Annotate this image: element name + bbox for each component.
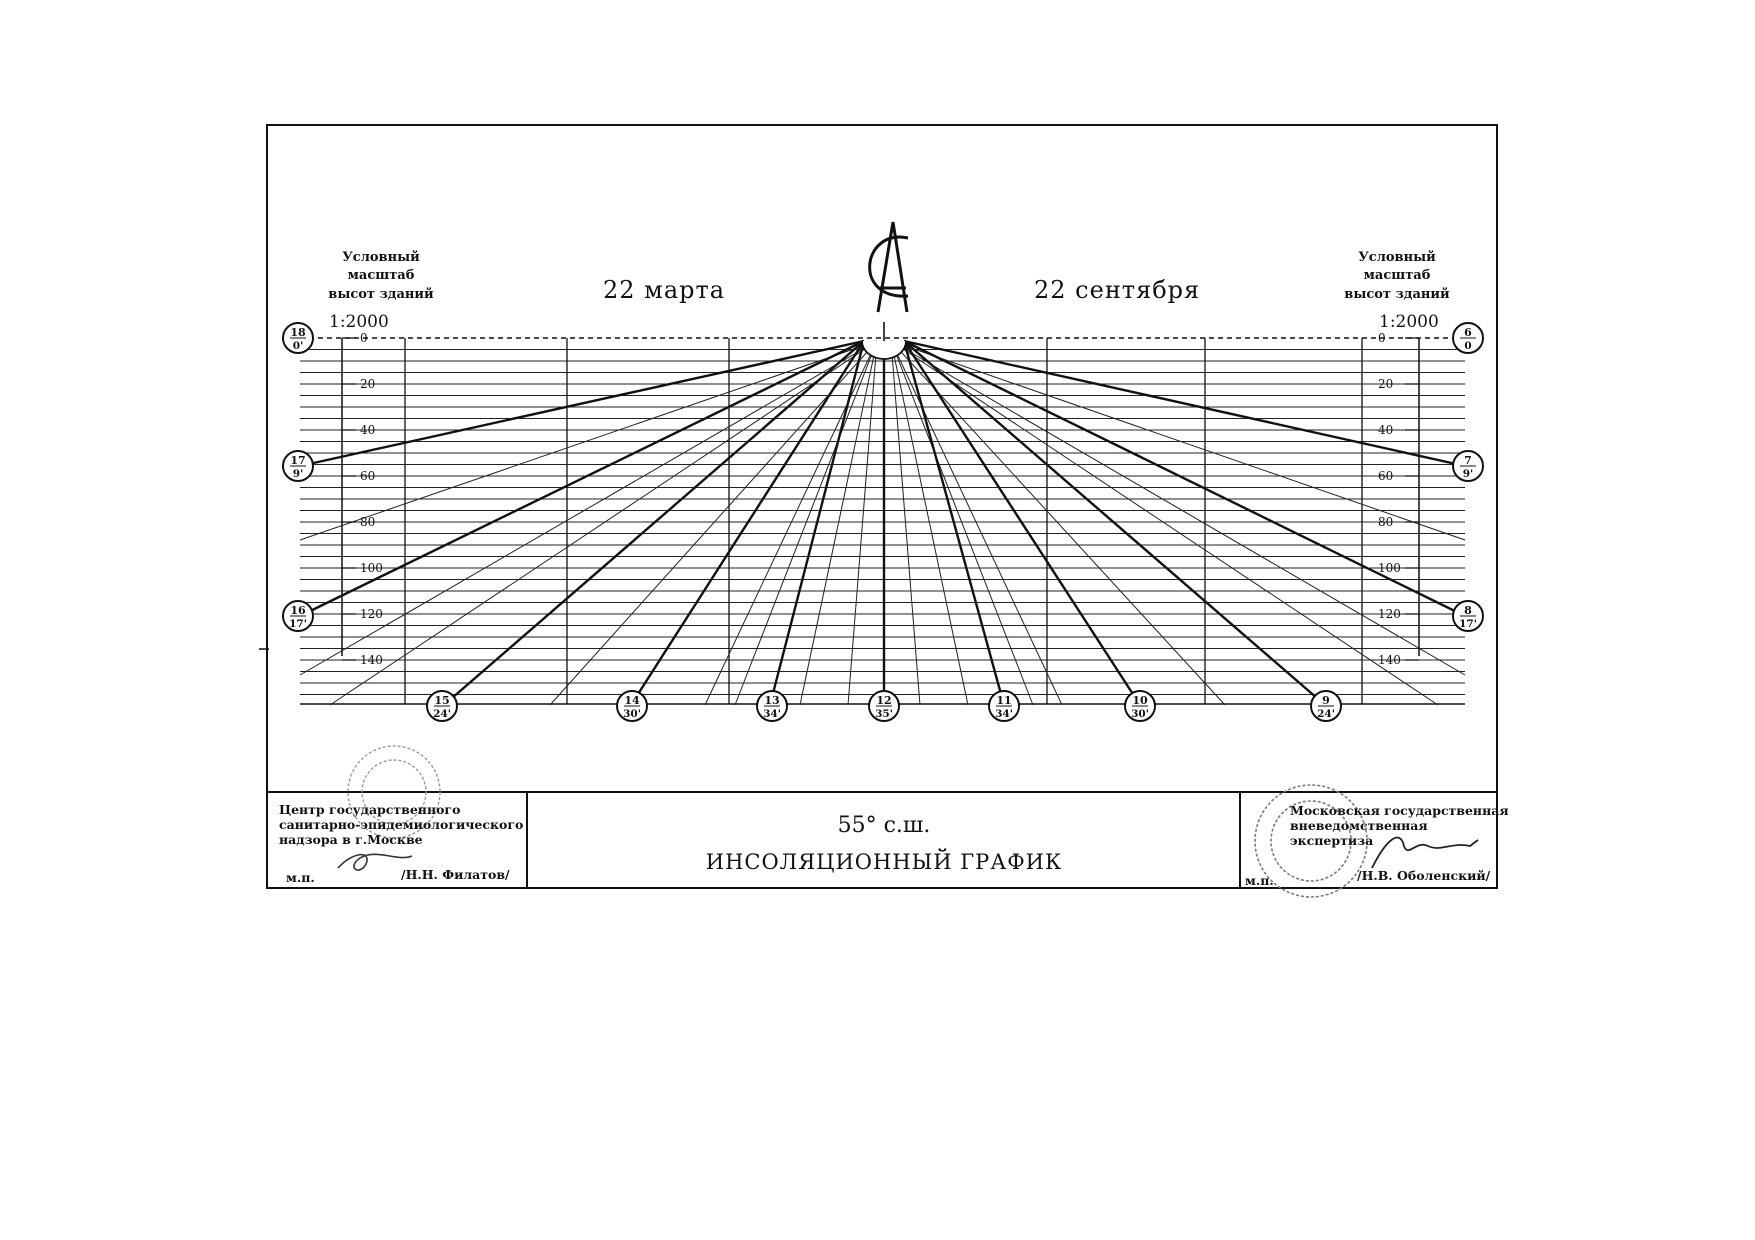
hour-marker-minutes: 30' bbox=[1131, 708, 1149, 720]
right-scale-caption bbox=[1344, 250, 1450, 302]
hour-marker-hour: 10 bbox=[1132, 694, 1148, 707]
hour-marker bbox=[283, 323, 313, 353]
hour-marker-minutes: 30' bbox=[623, 708, 641, 720]
scale-caption-line: высот зданий bbox=[328, 287, 434, 302]
hour-marker bbox=[617, 691, 647, 721]
hour-marker-minutes: 34' bbox=[995, 708, 1013, 720]
chart-title: ИНСОЛЯЦИОННЫЙ ГРАФИК bbox=[705, 850, 1063, 874]
hour-marker bbox=[1453, 601, 1483, 631]
hour-marker-minutes: 34' bbox=[763, 708, 781, 720]
hour-marker bbox=[869, 691, 899, 721]
right-organization-line: Московская государственная bbox=[1290, 803, 1509, 818]
horizontal-grid bbox=[300, 338, 1465, 704]
hour-marker-minutes: 17' bbox=[1459, 618, 1477, 630]
left-date-label: 22 марта bbox=[603, 276, 726, 304]
apex-arc bbox=[862, 341, 906, 359]
height-scale-tick-label: 100 bbox=[360, 561, 383, 575]
hour-marker bbox=[283, 601, 313, 631]
right-scale-ratio: 1:2000 bbox=[1379, 312, 1439, 332]
height-scale-tick-label: 140 bbox=[1378, 653, 1401, 667]
left-organization-line: надзора в г.Москве bbox=[279, 832, 423, 847]
hour-sun-ray bbox=[300, 341, 864, 466]
hour-marker-minutes: 9' bbox=[292, 468, 304, 480]
scale-caption-line: масштаб bbox=[347, 268, 415, 283]
hour-marker bbox=[989, 691, 1019, 721]
hour-marker-hour: 17 bbox=[290, 454, 306, 467]
height-scale-tick-label: 40 bbox=[360, 423, 376, 437]
right-date-label: 22 сентября bbox=[1034, 276, 1201, 304]
scale-caption-line: Условный bbox=[1358, 250, 1436, 265]
hour-marker-minutes: 24' bbox=[1317, 708, 1335, 720]
title-block bbox=[267, 746, 1509, 897]
height-scale-tick-label: 0 bbox=[1378, 331, 1386, 345]
latitude-label: 55° с.ш. bbox=[837, 813, 931, 838]
hour-marker bbox=[1453, 323, 1483, 353]
hour-marker bbox=[1125, 691, 1155, 721]
hour-marker-minutes: 17' bbox=[289, 618, 307, 630]
height-scale-tick-label: 20 bbox=[360, 377, 376, 391]
scale-caption-line: масштаб bbox=[1363, 268, 1431, 283]
right-signature bbox=[1372, 837, 1478, 868]
hour-sun-ray bbox=[300, 341, 864, 616]
height-scale-tick-label: 0 bbox=[360, 331, 368, 345]
thin-sun-ray bbox=[891, 341, 1465, 675]
hour-marker bbox=[757, 691, 787, 721]
height-scale-tick-label: 120 bbox=[360, 607, 383, 621]
height-scale-tick-label: 120 bbox=[1378, 607, 1401, 621]
hour-marker-hour: 9 bbox=[1322, 694, 1330, 707]
hour-marker-hour: 7 bbox=[1464, 454, 1472, 467]
hour-marker-minutes: 0 bbox=[1464, 340, 1472, 352]
right-organization-line: вневедомственная bbox=[1290, 818, 1428, 833]
hour-marker-minutes: 9' bbox=[1462, 468, 1474, 480]
height-scale-tick-label: 100 bbox=[1378, 561, 1401, 575]
height-scale-tick-label: 80 bbox=[1378, 515, 1394, 529]
hour-marker-hour: 8 bbox=[1464, 604, 1472, 617]
hour-marker-hour: 15 bbox=[434, 694, 450, 707]
hour-marker-hour: 11 bbox=[996, 694, 1012, 707]
hour-marker bbox=[427, 691, 457, 721]
hour-marker-hour: 12 bbox=[876, 694, 892, 707]
hour-marker-minutes: 0' bbox=[292, 340, 304, 352]
left-signatory: /Н.Н. Филатов/ bbox=[401, 867, 510, 882]
height-scale-tick-label: 60 bbox=[360, 469, 376, 483]
scale-caption-line: высот зданий bbox=[1344, 287, 1450, 302]
hour-marker bbox=[283, 451, 313, 481]
ca-monogram-logo bbox=[870, 222, 908, 312]
hour-marker-hour: 13 bbox=[764, 694, 780, 707]
hour-marker-hour: 6 bbox=[1464, 326, 1472, 339]
hour-marker-hour: 14 bbox=[624, 694, 640, 707]
height-scale-tick-label: 60 bbox=[1378, 469, 1394, 483]
hour-marker-minutes: 35' bbox=[875, 708, 893, 720]
hour-marker bbox=[1453, 451, 1483, 481]
hour-marker-hour: 16 bbox=[290, 604, 306, 617]
height-scale-tick-label: 20 bbox=[1378, 377, 1394, 391]
left-scale-ratio: 1:2000 bbox=[329, 312, 389, 332]
right-organization-line: экспертиза bbox=[1290, 833, 1374, 848]
height-scale-tick-label: 140 bbox=[360, 653, 383, 667]
hour-marker-hour: 18 bbox=[290, 326, 306, 339]
outer-frame bbox=[267, 125, 1497, 888]
height-scale-tick-label: 80 bbox=[360, 515, 376, 529]
right-mp-label: м.п. bbox=[1245, 873, 1274, 888]
scale-caption-line: Условный bbox=[342, 250, 420, 265]
left-organization-line: санитарно-эпидемиологического bbox=[279, 817, 524, 832]
left-organization-line: Центр государственного bbox=[279, 802, 461, 817]
right-signatory: /Н.В. Оболенский/ bbox=[1357, 868, 1491, 883]
hour-marker-minutes: 24' bbox=[433, 708, 451, 720]
hour-marker bbox=[1311, 691, 1341, 721]
height-scale-tick-label: 40 bbox=[1378, 423, 1394, 437]
left-mp-label: м.п. bbox=[286, 870, 315, 885]
left-scale-caption bbox=[328, 250, 434, 302]
